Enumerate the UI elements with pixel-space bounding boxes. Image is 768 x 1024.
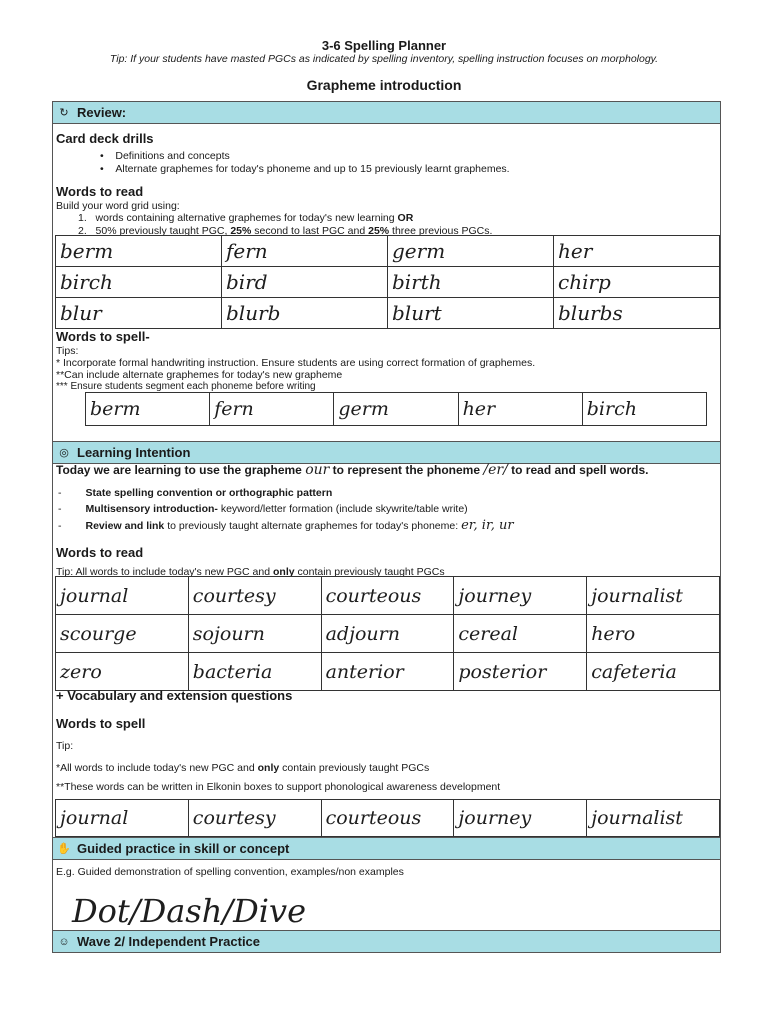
grid-cell: bird: [222, 267, 388, 298]
grid-option-1: 1. words containing alternative graphemes for today's new learning OR: [78, 212, 414, 224]
grid-cell: journal: [56, 577, 189, 615]
header-tip: Tip: If your students have masted PGCs as indicated by spelling inventory, spelling instruction focuses on morphology.: [109, 53, 659, 65]
page-title: 3-6 Spelling Planner: [321, 38, 447, 53]
wave2-label: Wave 2/ Independent Practice: [77, 934, 261, 949]
grid-cell: journal: [56, 800, 189, 837]
grid-cell: birch: [56, 267, 222, 298]
grid-cell: journey: [454, 800, 587, 837]
grid-cell: zero: [56, 653, 189, 691]
target-icon: ◎: [59, 447, 69, 459]
grid-cell: adjourn: [321, 615, 454, 653]
review-words-to-read-heading: Words to read: [56, 184, 144, 199]
review-spell-row: [85, 392, 707, 426]
learning-words-to-read-heading: Words to read: [56, 545, 144, 560]
grid-cell: bacteria: [188, 653, 321, 691]
grid-cell: scourge: [56, 615, 189, 653]
guided-practice-band: [52, 837, 721, 860]
grid-cell: her: [554, 236, 720, 267]
spell-tip-1: * Incorporate formal handwriting instruction. Ensure students are using correct formation of graphemes.: [56, 357, 536, 369]
table-row: [56, 236, 720, 267]
grid-cell: fern: [210, 393, 334, 426]
page-subtitle: Grapheme introduction: [306, 77, 462, 93]
review-words-to-spell-heading: Words to spell-: [56, 329, 150, 344]
grid-cell: blurt: [388, 298, 554, 329]
grid-cell: cafeteria: [587, 653, 720, 691]
grid-cell: her: [458, 393, 582, 426]
spell-tip-2: **Can include alternate graphemes for today's new grapheme: [56, 369, 343, 381]
grid-cell: courtesy: [188, 577, 321, 615]
learning-read-tip: Tip: All words to include today's new PGC and only contain previously taught PGCs: [56, 566, 445, 578]
grid-cell: blur: [56, 298, 222, 329]
grid-cell: blurbs: [554, 298, 720, 329]
spell-tip-3: *** Ensure students segment each phoneme before writing: [56, 381, 316, 392]
wave2-band: [52, 930, 721, 953]
learning-intention-band: [52, 441, 721, 464]
learning-spell-tip-1: *All words to include today's new PGC and only contain previously taught PGCs: [56, 762, 430, 774]
card-deck-heading: Card deck drills: [56, 131, 154, 146]
grid-cell: journalist: [587, 577, 720, 615]
learning-item-3: - Review and link to previously taught alternate graphemes for today's phoneme: er, ir, ur: [58, 518, 514, 533]
table-row: [56, 800, 720, 837]
learning-words-to-spell-heading: Words to spell: [56, 716, 146, 731]
learning-intention-statement: Today we are learning to use the grapheme our to represent the phoneme /er/ to read and spell words.: [56, 462, 649, 478]
hands-icon: ✋: [57, 843, 71, 855]
grid-cell: fern: [222, 236, 388, 267]
people-icon: ☺: [58, 935, 70, 948]
grid-cell: birch: [582, 393, 706, 426]
table-row: [56, 653, 720, 691]
grid-cell: birth: [388, 267, 554, 298]
learning-item-2: - Multisensory introduction- keyword/letter formation (include skywrite/table write): [58, 503, 468, 515]
review-band: [52, 101, 721, 124]
grid-cell: berm: [86, 393, 210, 426]
table-row: [56, 577, 720, 615]
review-label: Review:: [77, 105, 127, 120]
grid-cell: cereal: [454, 615, 587, 653]
vocab-extension: + Vocabulary and extension questions: [56, 688, 293, 703]
grid-cell: journey: [454, 577, 587, 615]
grid-cell: courtesy: [188, 800, 321, 837]
build-grid-text: Build your word grid using:: [56, 200, 180, 212]
grid-cell: germ: [388, 236, 554, 267]
learning-intention-label: Learning Intention: [77, 445, 191, 460]
learning-read-grid: [55, 576, 720, 691]
grid-option-2: 2. 50% previously taught PGC, 25% second to last PGC and 25% three previous PGCs.: [78, 225, 493, 237]
grid-cell: berm: [56, 236, 222, 267]
review-bullet-2: • Alternate graphemes for today's phoneme and up to 15 previously learnt graphemes.: [100, 163, 510, 175]
grid-cell: blurb: [222, 298, 388, 329]
table-row: [56, 267, 720, 298]
grid-cell: sojourn: [188, 615, 321, 653]
tips-label: Tips:: [56, 345, 79, 357]
table-row: [56, 615, 720, 653]
grid-cell: anterior: [321, 653, 454, 691]
learning-spell-tip-2: **These words can be written in Elkonin boxes to support phonological awareness development: [56, 781, 501, 793]
grid-cell: courteous: [321, 577, 454, 615]
grid-cell: germ: [334, 393, 458, 426]
guided-example: E.g. Guided demonstration of spelling convention, examples/non examples: [56, 866, 404, 878]
grid-cell: journalist: [587, 800, 720, 837]
grid-cell: posterior: [454, 653, 587, 691]
table-row: [86, 393, 707, 426]
learning-spell-row: [55, 799, 720, 837]
guided-handwritten-note: Dot/Dash/Dive: [72, 892, 307, 930]
table-row: [56, 298, 720, 329]
guided-practice-label: Guided practice in skill or concept: [77, 841, 290, 856]
refresh-icon: ↻: [59, 107, 69, 119]
grid-cell: chirp: [554, 267, 720, 298]
review-bullet-1: • Definitions and concepts: [100, 150, 230, 162]
learning-item-1: - State spelling convention or orthographic pattern: [58, 487, 333, 499]
grid-cell: hero: [587, 615, 720, 653]
grid-cell: courteous: [321, 800, 454, 837]
review-read-grid: [55, 235, 720, 329]
spell-tip-label: Tip:: [56, 740, 74, 752]
